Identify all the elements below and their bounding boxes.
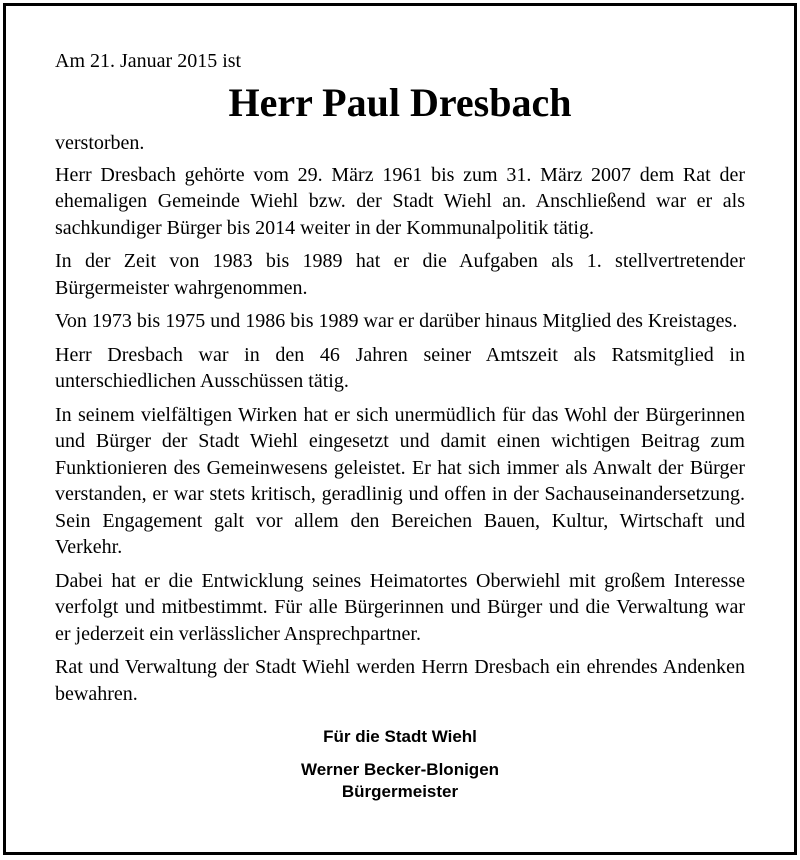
deceased-name: Herr Paul Dresbach [228,80,572,125]
signature-title: Bürgermeister [341,782,459,801]
paragraph-committees: Herr Dresbach war in den 46 Jahren seiner Amtszeit als Ratsmitglied in unterschiedlichen Ausschüssen tätig. [55,343,745,392]
died-line: verstorben. [55,132,145,154]
intro-line: Am 21. Januar 2015 ist [55,50,242,72]
signature-block [55,725,745,803]
paragraph-memory: Rat und Verwaltung der Stadt Wiehl werden Herrn Dresbach ein ehrendes Andenken bewahren. [55,656,745,705]
paragraph-work: In seinem vielfältigen Wirken hat er sich unermüdlich für das Wohl der Bürgerinnen und Bürger der Stadt Wiehl eingesetzt und damit einen wichtigen Beitrag zum Funktionieren des Gemeinwesens geleistet. Er hat sich immer als Anwalt der Bürger verstanden, er war stets kritisch, geradlinig und offen in der Sachauseinandersetzung. Sein Engagement galt vor allem den Bereichen Bauen, Kultur, Wirtschaft und Verkehr. [55,403,745,558]
paragraph-council: Herr Dresbach gehörte vom 29. März 1961 bis zum 31. März 2007 dem Rat der ehemaligen Gemeinde Wiehl bzw. der Stadt Wiehl an. Anschließend war er als sachkundiger Bürger bis 2014 weiter in der Kommunalpolitik tätig. [55,163,745,239]
signature-org: Für die Stadt Wiehl [323,727,477,746]
paragraph-hometown: Dabei hat er die Entwicklung seines Heimatortes Oberwiehl mit großem Interesse verfolgt und mitbestimmt. Für alle Bürgerinnen und Bürger und die Verwaltung war er jederzeit ein verlässlicher Ansprechpartner. [55,569,745,645]
obituary-notice [55,46,745,803]
paragraph-deputy-mayor: In der Zeit von 1983 bis 1989 hat er die Aufgaben als 1. stellvertretender Bürgermeister wahrgenommen. [55,250,745,299]
signature-name: Werner Becker-Blonigen [300,760,500,779]
paragraph-kreistag: Von 1973 bis 1975 und 1986 bis 1989 war er darüber hinaus Mitglied des Kreistages. [55,310,738,332]
